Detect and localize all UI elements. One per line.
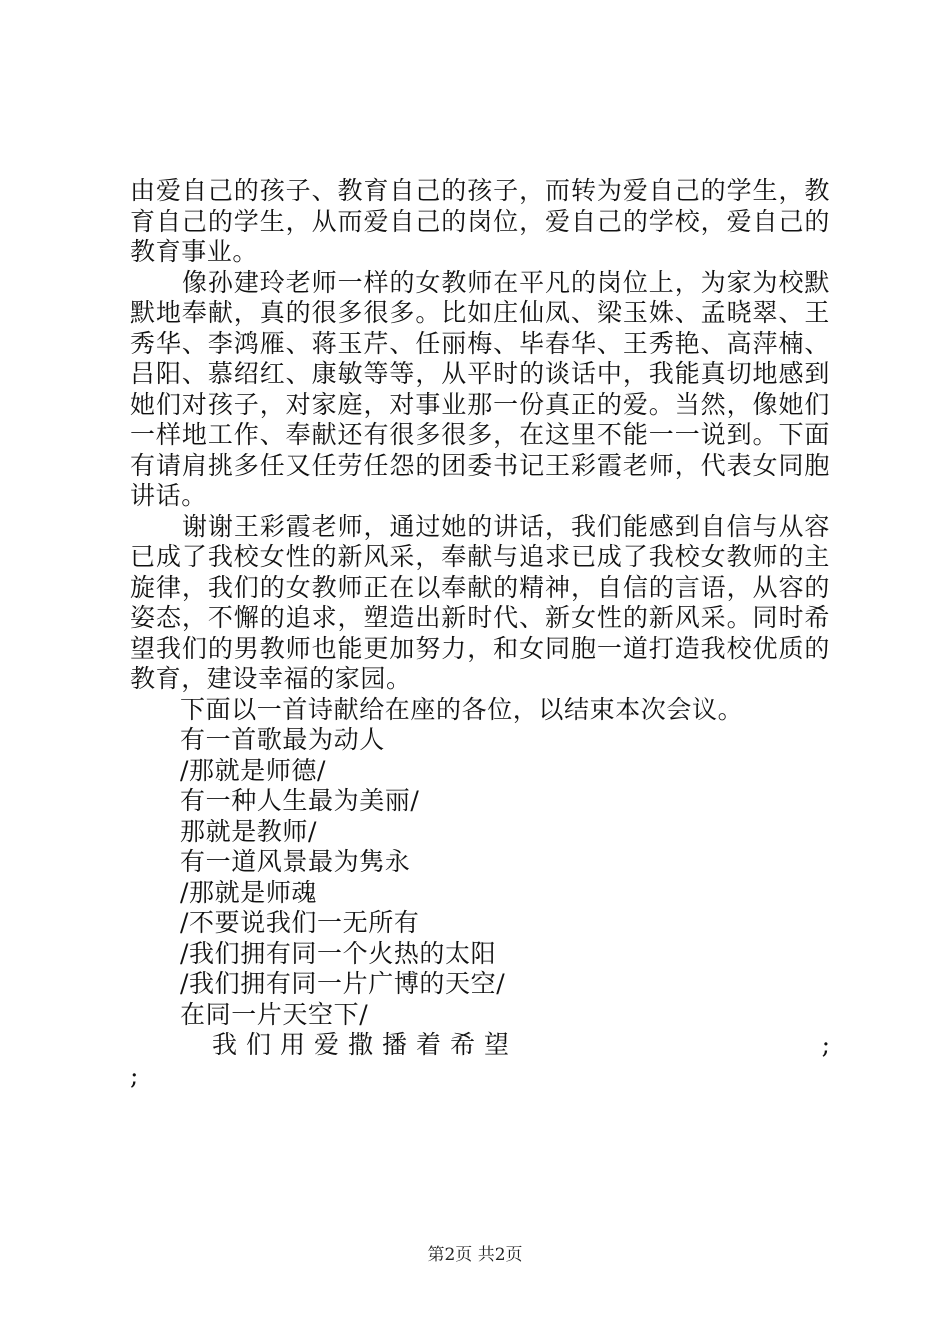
poem-line-8: /我们拥有同一个火热的太阳 bbox=[180, 938, 497, 968]
poem-line-6: /那就是师魂 bbox=[180, 877, 318, 907]
poem-line-2: /那就是师德/ bbox=[180, 755, 327, 785]
document-body bbox=[130, 176, 830, 1091]
poem-spaced-line bbox=[130, 1030, 830, 1061]
page-footer: 第2页 共2页 bbox=[427, 1245, 523, 1265]
semicolon-right: ; bbox=[821, 1030, 830, 1059]
poem-spaced-text: 我们用爱撒播着希望 bbox=[212, 1030, 519, 1059]
poem-line-5: 有一道风景最为隽永 bbox=[180, 847, 411, 876]
semicolon-left: ; bbox=[130, 1060, 139, 1090]
poem-line-1: 有一首歌最为动人 bbox=[180, 725, 385, 754]
paragraph-continuation: 由爱自己的孩子、教育自己的孩子，而转为爱自己的学生，教育自己的学生，从而爱自己的岗位，爱自己的学校，爱自己的教育事业。 bbox=[130, 176, 830, 266]
poem-line-7: /不要说我们一无所有 bbox=[180, 908, 420, 937]
paragraph-thanks: 谢谢王彩霞老师，通过她的讲话，我们能感到自信与从容已成了我校女性的新风采，奉献与追求已成了我校女教师的主旋律，我们的女教师正在以奉献的精神，自信的言语，从容的姿态，不懈的追求，塑造出新时代、新女性的新风采。同时希望我们的男教师也能更加努力，和女同胞一道打造我校优质的教育，建设幸福的家园。 bbox=[130, 511, 830, 693]
poem-line-4: 那就是教师/ bbox=[180, 816, 318, 846]
poem-line-9: /我们拥有同一片广博的天空/ bbox=[180, 969, 506, 998]
poem-intro: 下面以一首诗献给在座的各位，以结束本次会议。 bbox=[180, 694, 744, 724]
paragraph-female-teachers: 像孙建玲老师一样的女教师在平凡的岗位上，为家为校默默地奉献，真的很多很多。比如庄仙凤、梁玉姝、孟晓翠、王秀华、李鸿雁、蒋玉芹、任丽梅、毕春华、王秀艳、高萍楠、吕阳、慕绍红、康敏等等，从平时的谈话中，我能真切地感到她们对孩子，对家庭，对事业那一份真正的爱。当然，像她们一样地工作、奉献还有很多很多，在这里不能一一说到。下面有请肩挑多任又任劳任怨的团委书记王彩霞老师，代表女同胞讲话。 bbox=[130, 267, 830, 510]
poem-line-3: 有一种人生最为美丽/ bbox=[180, 786, 420, 815]
poem-line-10: 在同一片天空下/ bbox=[180, 999, 369, 1029]
